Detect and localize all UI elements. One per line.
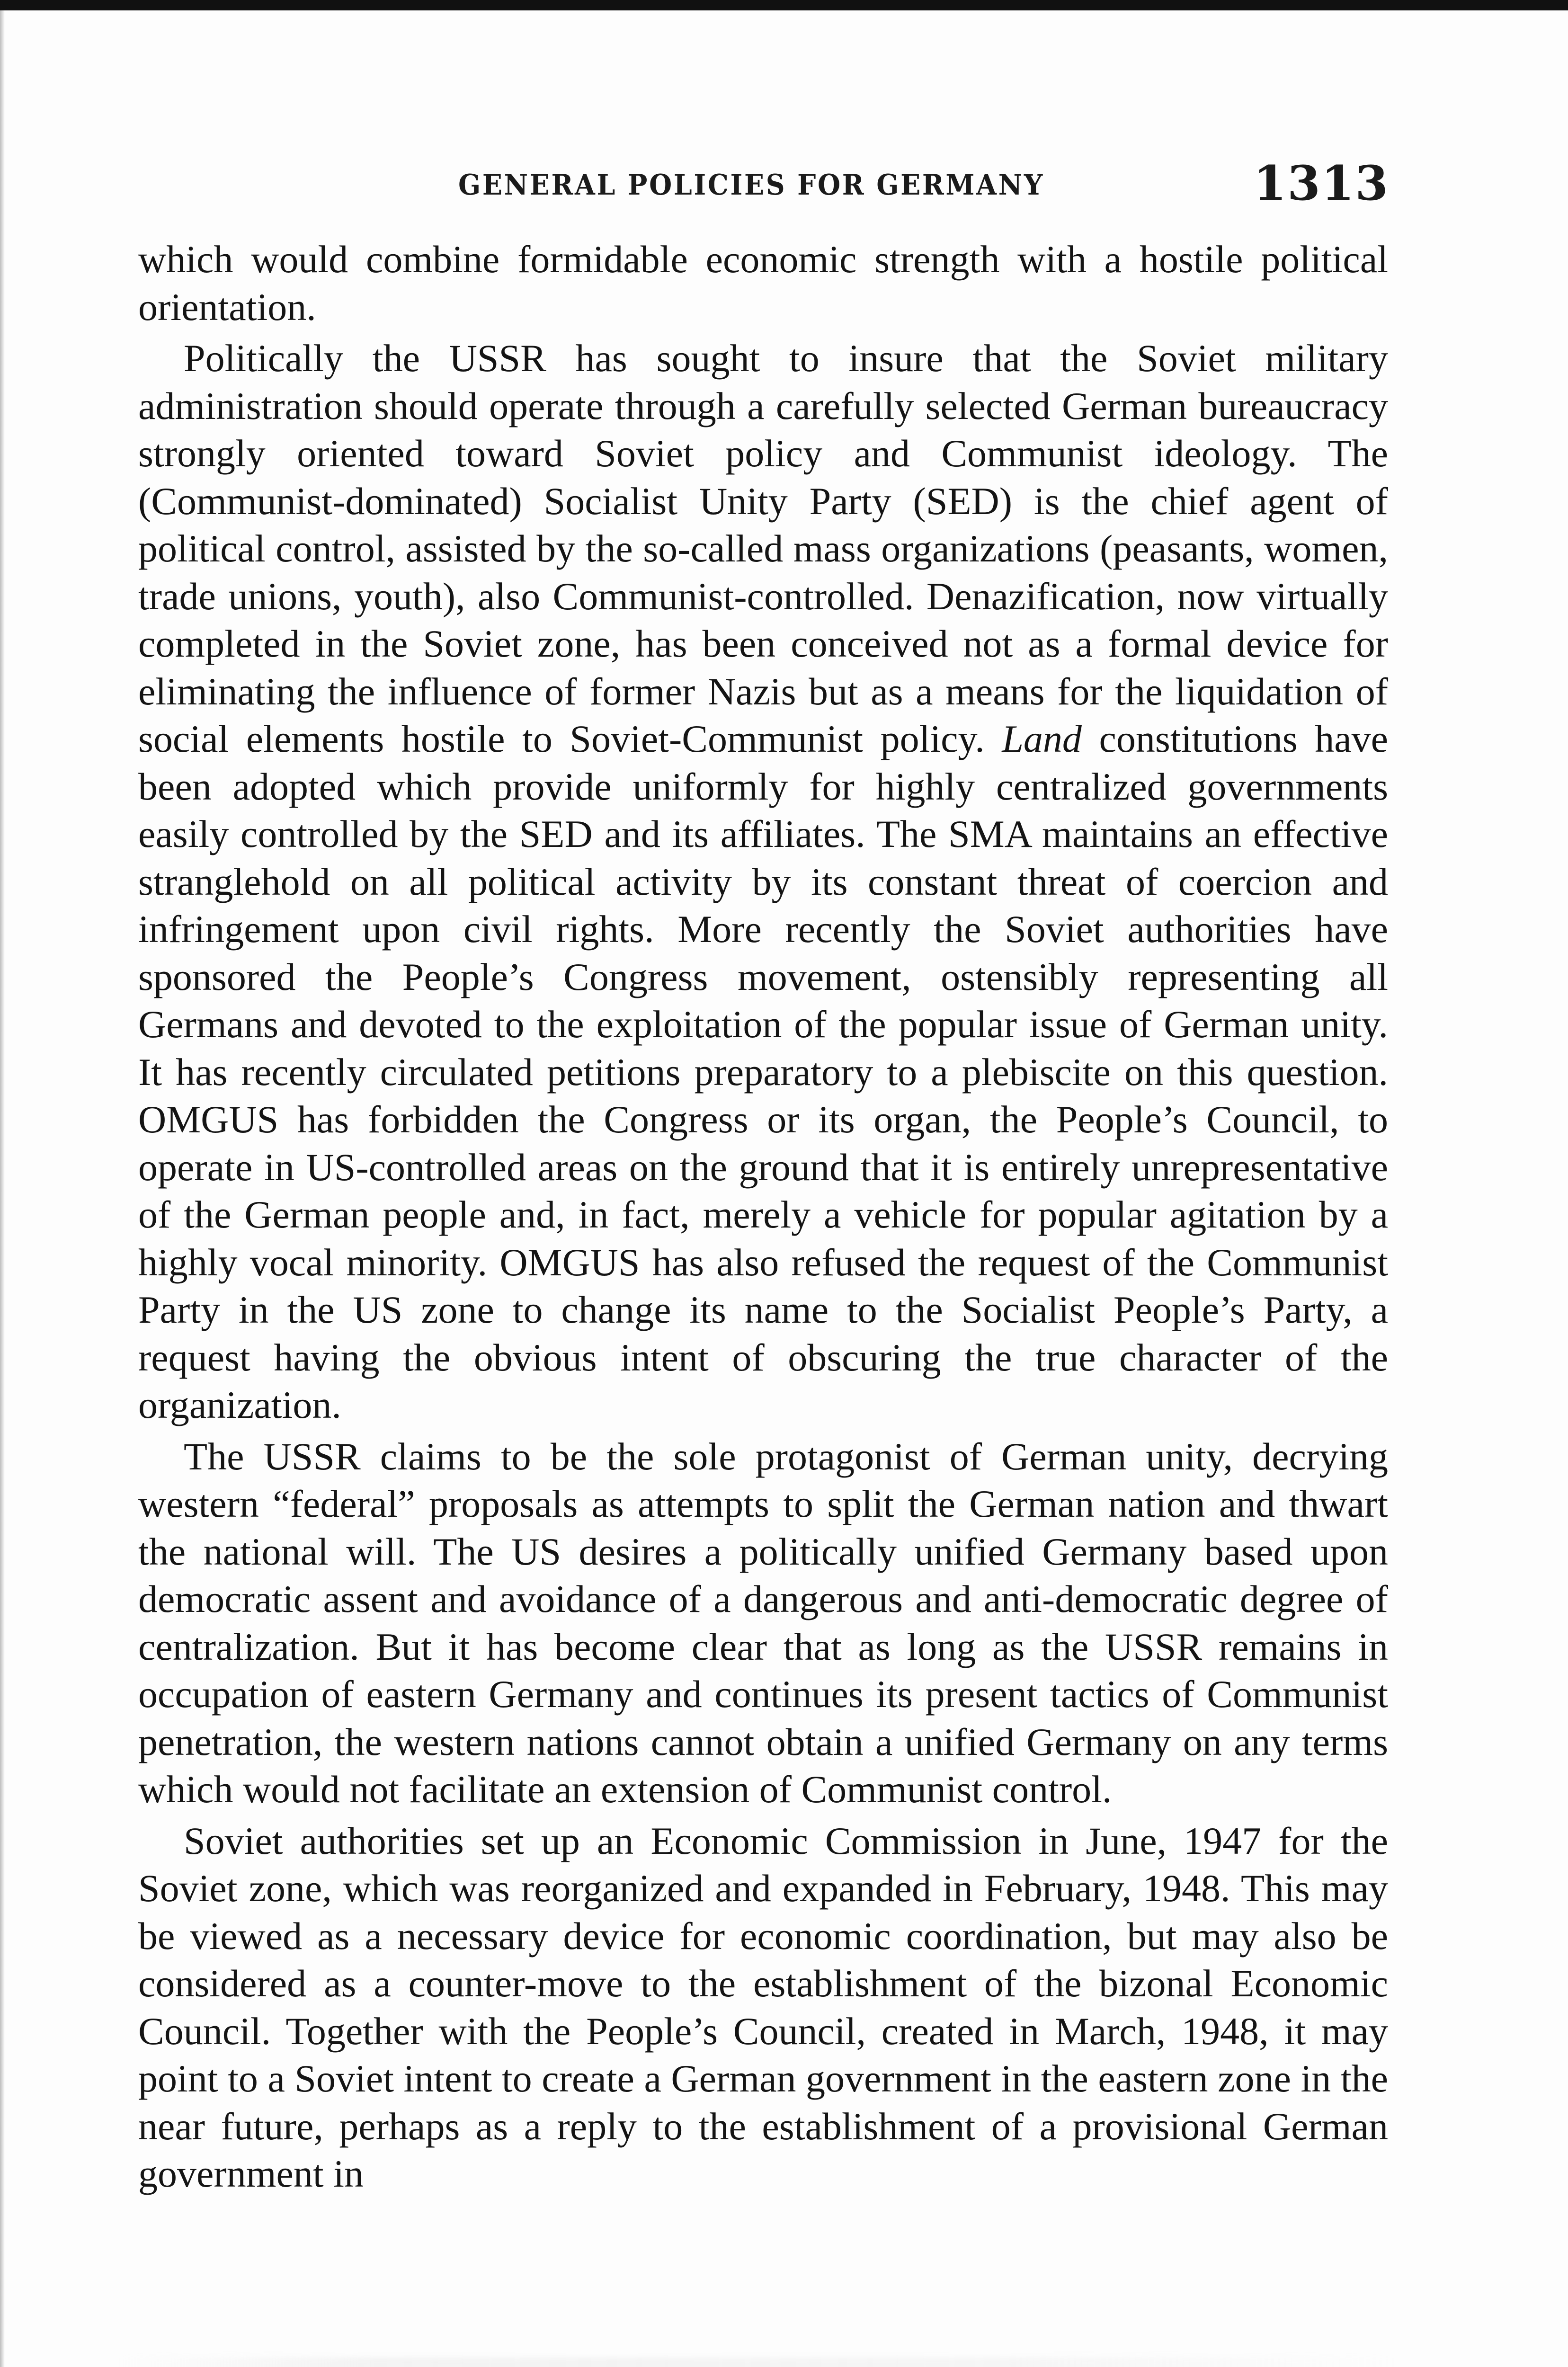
italic-term-land: Land: [1002, 717, 1082, 760]
paragraph-continuation: which would combine formidable economic strength with a hostile political orientation.: [138, 238, 1388, 329]
page-edge-shadow: [0, 10, 5, 2367]
paragraph-economic-commission: Soviet authorities set up an Economic Commission in June, 1947 for the Soviet zone, which was reorganized and expanded in February, 1948. This may be viewed as a necessary device for economic coordination, but may also be considered as a counter-move to the establishment of the bizonal Economic Council. Together with the People’s Council, created in March, 1948, it may point to a Soviet intent to create a German government in the eastern zone in the near future, perhaps as a reply to the establishment of a provisional German government in: [138, 1819, 1388, 2195]
faint-bleed-through-line: [118, 2358, 1397, 2367]
body-text: [138, 236, 1388, 2198]
page-number: 1313: [1253, 155, 1389, 211]
paragraph-german-unity: The USSR claims to be the sole protagonist of German unity, decrying western “federal” proposals as attempts to split the German nation and thwart the national will. The US desires a politically unified Germany based upon democratic assent and avoidance of a dangerous and anti-democratic degree of centralization. But it has become clear that as long as the USSR remains in occupation of eastern Germany and continues its present tactics of Communist penetration, the western nations cannot obtain a unified Germany on any terms which would not facilitate an extension of Communist control.: [138, 1434, 1388, 1811]
running-title: GENERAL POLICIES FOR GERMANY: [458, 169, 1044, 202]
paragraph-political-control: Politically the USSR has sought to insure that the Soviet military administration should operate through a carefully selected German bureaucracy strongly oriented toward Soviet policy and Communist ideology. The (Communist-dominated) Socialist Unity Party (SED) is the chief agent of political control, assisted by the so-called mass organizations (peasants, women, trade unions, youth), also Communist-controlled. Denazification, now virtually completed in the Soviet zone, has been conceived not as a formal device for eliminating the influence of former Nazis but as a means for the liquidation of social elements hostile to Soviet-Communist policy. Land constitutions have been adopted which provide uniformly for highly centralized governments easily controlled by the SED and its affiliates. The SMA maintains an effective stranglehold on all political activity by its constant threat of coercion and infringement upon civil rights. More recently the Soviet authorities have sponsored the People’s Congress movement, ostensibly representing all Germans and devoted to the exploitation of the popular issue of German unity. It has recently circulated petitions preparatory to a plebiscite on this question. OMGUS has forbidden the Congress or its organ, the People’s Council, to operate in US-controlled areas on the ground that it is entirely unrepresentative of the German people and, in fact, merely a vehicle for popular agitation by a highly vocal minority. OMGUS has also refused the request of the Communist Party in the US zone to change its name to the Socialist People’s Party, a request having the obvious intent of obscuring the true character of the organization.: [138, 337, 1389, 1426]
running-head: [140, 155, 1389, 212]
